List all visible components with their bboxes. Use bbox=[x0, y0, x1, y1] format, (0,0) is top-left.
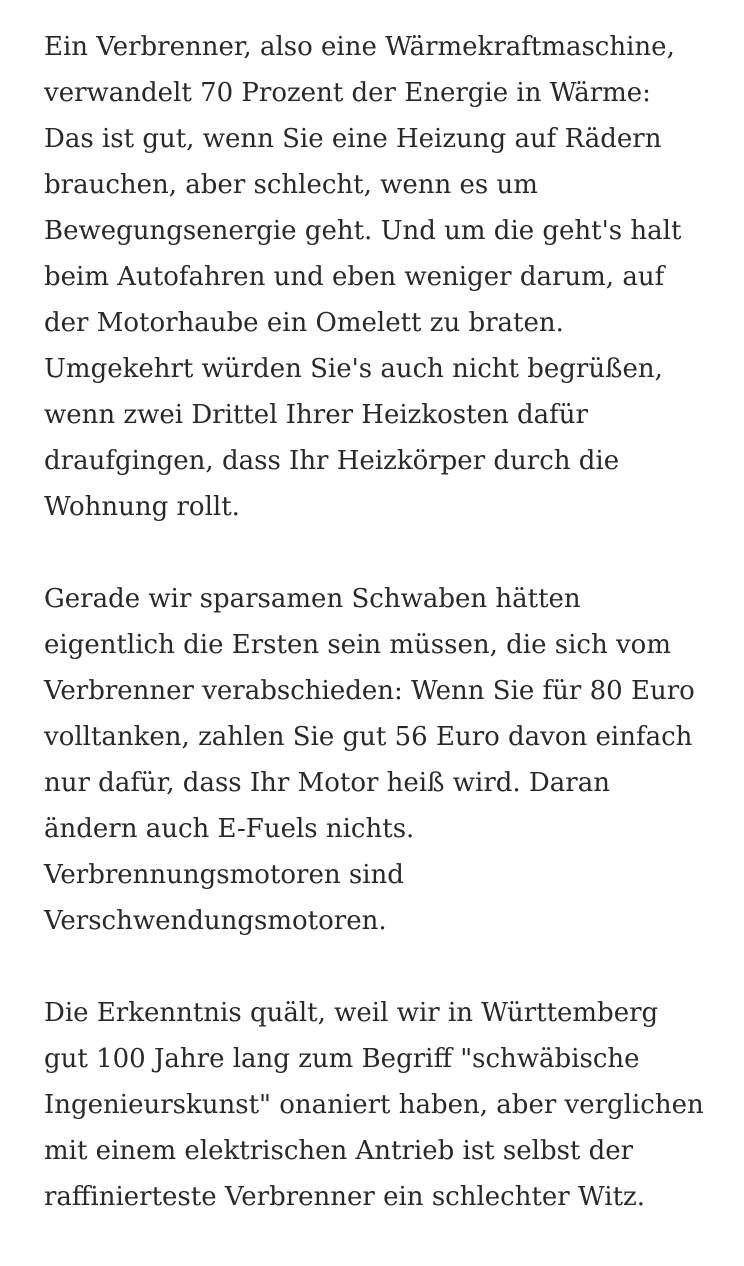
text-line: verwandelt 70 Prozent der Energie in Wärme: bbox=[44, 78, 651, 108]
text-line: raffinierteste Verbrenner ein schlechter Witz. bbox=[44, 1182, 645, 1212]
text-line: eigentlich die Ersten sein müssen, die sich vom bbox=[44, 630, 671, 660]
text-line: Das ist gut, wenn Sie eine Heizung auf Rädern bbox=[44, 124, 662, 154]
text-line: mit einem elektrischen Antrieb ist selbst der bbox=[44, 1136, 634, 1166]
text-line: gut 100 Jahre lang zum Begriff "schwäbische bbox=[44, 1044, 640, 1074]
paragraph-1 bbox=[44, 24, 724, 530]
text-line: Verbrennungsmotoren sind bbox=[44, 860, 404, 890]
text-line: ändern auch E-Fuels nichts. bbox=[44, 814, 415, 844]
text-line: beim Autofahren und eben weniger darum, auf bbox=[44, 262, 665, 292]
text-line: Ein Verbrenner, also eine Wärmekraftmaschine, bbox=[44, 32, 675, 62]
paragraph-3 bbox=[44, 990, 724, 1220]
text-line: nur dafür, dass Ihr Motor heiß wird. Daran bbox=[44, 768, 610, 798]
text-line: draufgingen, dass Ihr Heizkörper durch die bbox=[44, 446, 620, 476]
text-line: Ingenieurskunst" onaniert haben, aber verglichen bbox=[44, 1090, 704, 1120]
text-line: volltanken, zahlen Sie gut 56 Euro davon einfach bbox=[44, 722, 693, 752]
text-line: Wohnung rollt. bbox=[44, 492, 240, 522]
text-line: Verschwendungsmotoren. bbox=[44, 906, 387, 936]
text-line: brauchen, aber schlecht, wenn es um bbox=[44, 170, 538, 200]
text-line: Verbrenner verabschieden: Wenn Sie für 80 Euro bbox=[44, 676, 695, 706]
text-line: wenn zwei Drittel Ihrer Heizkosten dafür bbox=[44, 400, 588, 430]
article-body bbox=[44, 24, 724, 1266]
text-line: Die Erkenntnis quält, weil wir in Württemberg bbox=[44, 998, 659, 1028]
text-line: Umgekehrt würden Sie's auch nicht begrüßen, bbox=[44, 354, 663, 384]
text-line: Gerade wir sparsamen Schwaben hätten bbox=[44, 584, 581, 614]
paragraph-2 bbox=[44, 576, 724, 944]
text-line: der Motorhaube ein Omelett zu braten. bbox=[44, 308, 564, 338]
text-line: Bewegungsenergie geht. Und um die geht's halt bbox=[44, 216, 682, 246]
